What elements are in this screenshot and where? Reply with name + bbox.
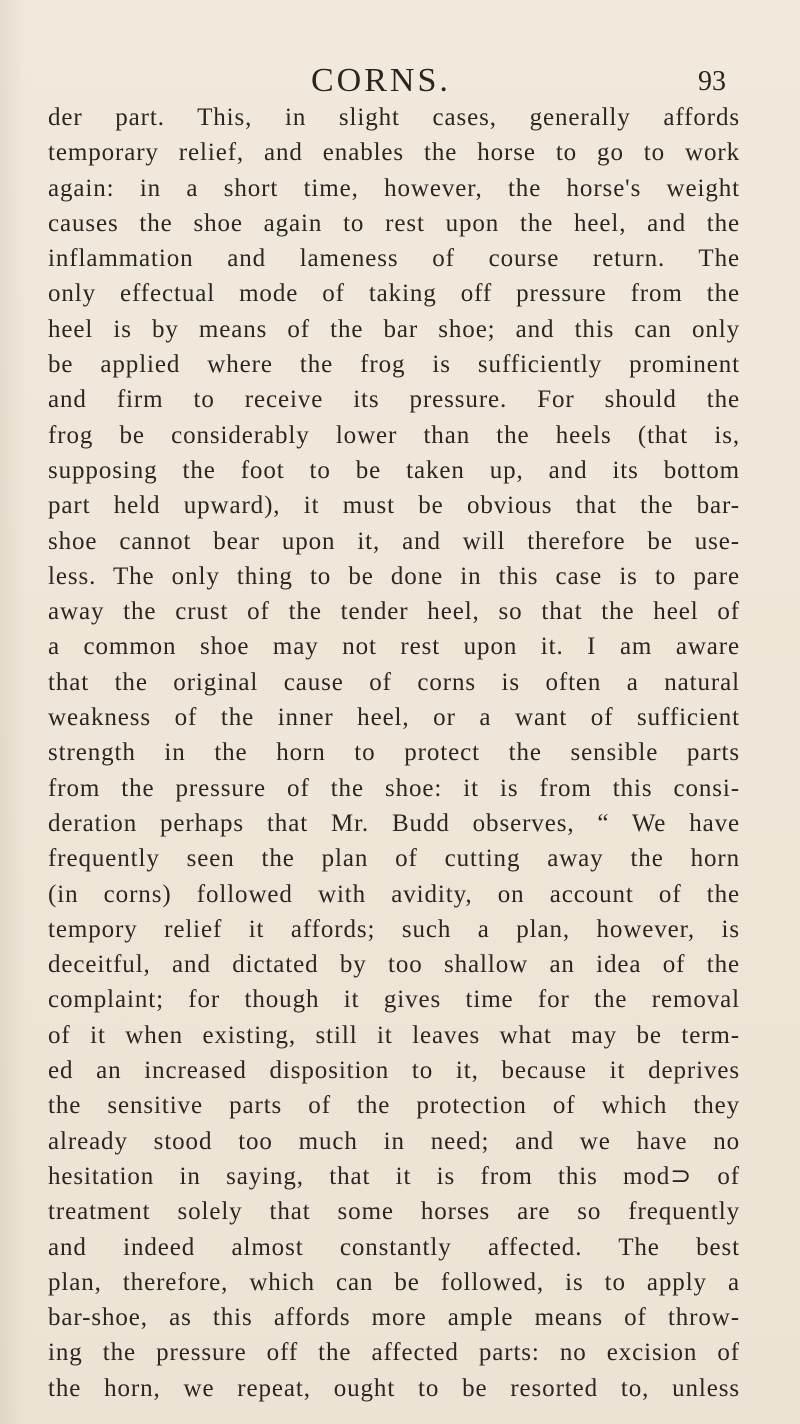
text-line: supposing the foot to be taken up, and its bottom [48,456,740,484]
text-line: weakness of the inner heel, or a want of sufficient [48,704,740,732]
body-text [48,100,740,1406]
page-number: 93 [698,66,726,97]
text-line: and firm to receive its pressure. For should the [48,386,740,414]
text-line: heel is by means of the bar shoe; and this can only [48,315,740,343]
text-line: causes the shoe again to rest upon the heel, and the [48,209,740,237]
text-line: inflammation and lameness of course return. The [48,245,740,273]
text-line: a common shoe may not rest upon it. I am aware [48,633,740,661]
text-line: deration perhaps that Mr. Budd observes, “ We have [48,809,740,837]
text-line: ing the pressure off the affected parts: no excision of [48,1339,740,1367]
text-line: and indeed almost constantly affected. The best [48,1233,740,1261]
text-line: again: in a short time, however, the horse's weight [48,174,740,202]
text-line: frequently seen the plan of cutting away the horn [48,845,740,873]
text-line: (in corns) followed with avidity, on account of the [48,880,740,908]
text-line: deceitful, and dictated by too shallow an idea of the [48,951,740,979]
text-line: the sensitive parts of the protection of which they [48,1092,740,1120]
text-line: the horn, we repeat, ought to be resorted to, unless [48,1374,740,1402]
text-line: treatment solely that some horses are so frequently [48,1198,740,1226]
text-line: of it when existing, still it leaves what may be term- [48,1021,740,1049]
text-line: part held upward), it must be obvious that the bar- [48,492,740,520]
text-line: der part. This, in slight cases, generally affords [48,104,740,131]
text-line: frog be considerably lower than the heels (that is, [48,421,740,449]
text-line: ed an increased disposition to it, because it deprives [48,1057,740,1085]
running-head [0,62,800,102]
text-line: be applied where the frog is sufficiently prominent [48,351,740,379]
running-head-title: CORNS. [311,62,451,99]
text-line: hesitation in saying, that it is from this mod⊃ of [48,1162,740,1190]
text-line: plan, therefore, which can be followed, is to apply a [48,1268,740,1296]
text-line: already stood too much in need; and we have no [48,1127,740,1155]
text-line: complaint; for though it gives time for the removal [48,986,740,1014]
text-line: only effectual mode of taking off pressure from the [48,280,740,308]
text-line: from the pressure of the shoe: it is from this consi- [48,774,740,802]
text-line: less. The only thing to be done in this case is to pare [48,562,740,590]
text-line: tempory relief it affords; such a plan, however, is [48,915,740,943]
text-line: that the original cause of corns is often a natural [48,668,740,696]
text-line: shoe cannot bear upon it, and will therefore be use- [48,527,740,555]
text-line: away the crust of the tender heel, so that the heel of [48,598,740,626]
text-line: bar-shoe, as this affords more ample means of throw- [48,1304,740,1332]
text-line: temporary relief, and enables the horse to go to work [48,139,740,167]
text-line: strength in the horn to protect the sensible parts [48,739,740,767]
